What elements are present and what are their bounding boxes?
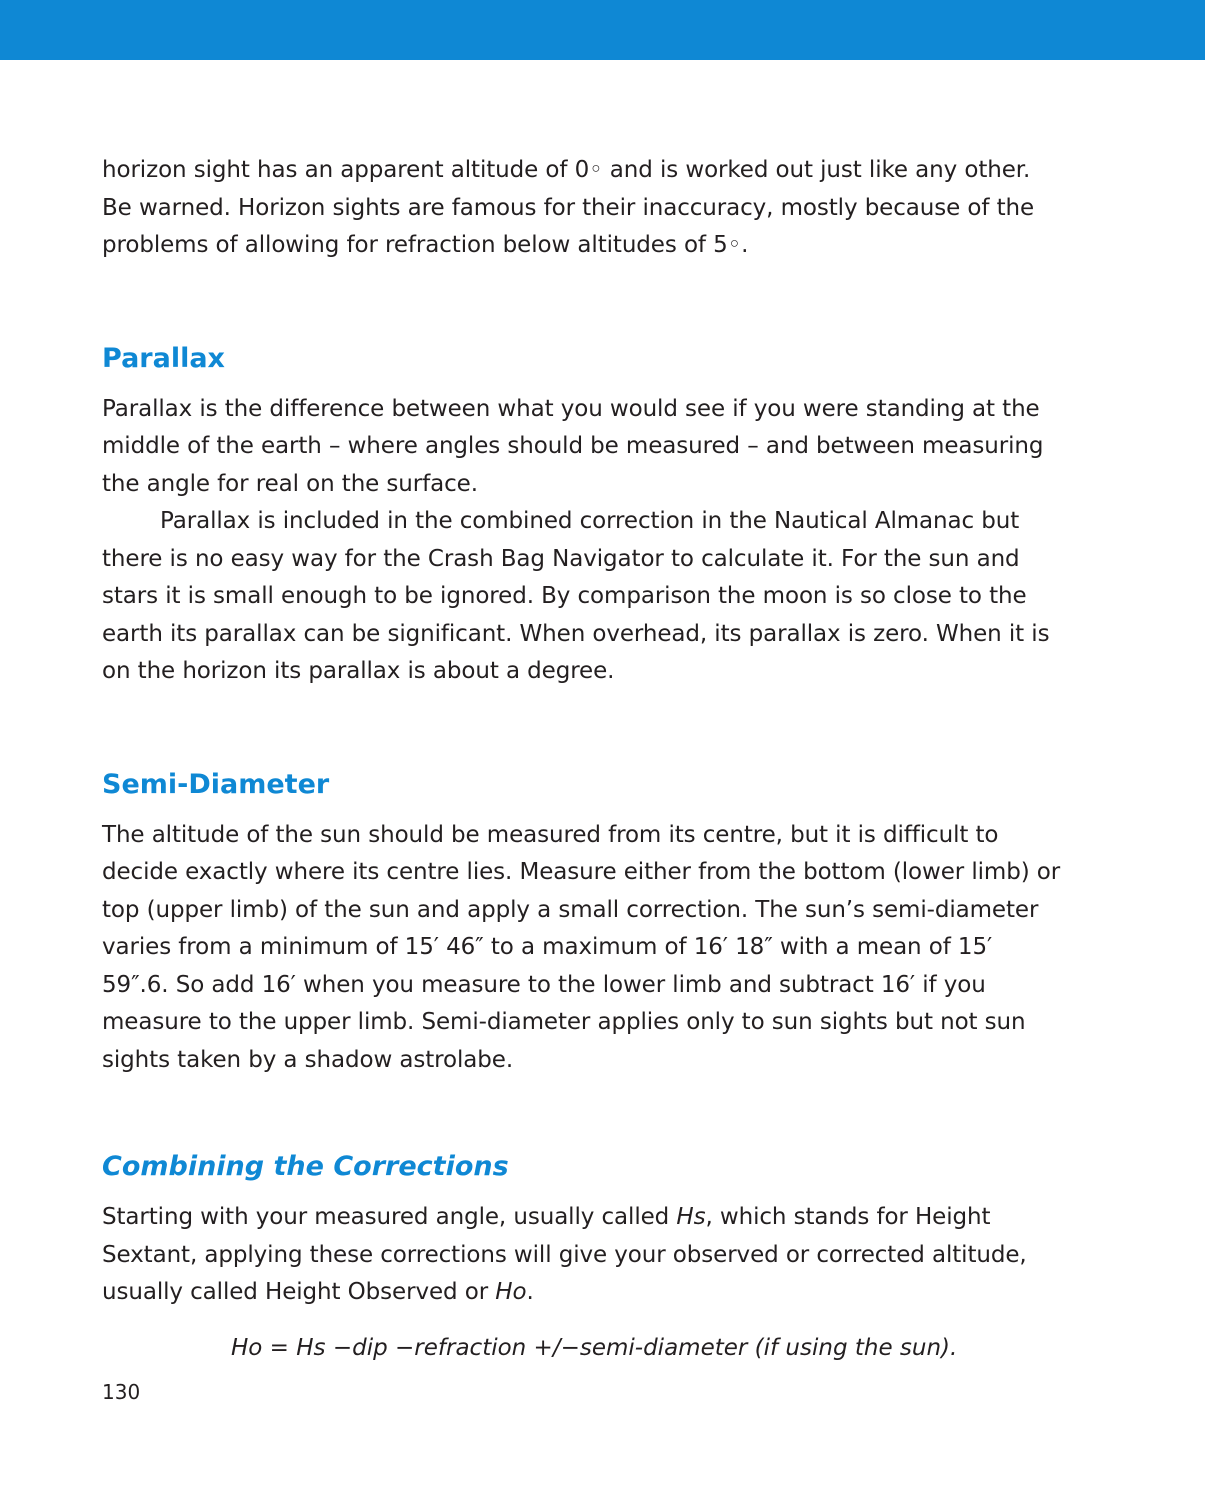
semi-diameter-paragraph: The altitude of the sun should be measured from its centre, but it is difficult to decide exactly where its centre lies. Measure either from the bottom (lower limb) or top (upper limb) of the sun and apply a small correction. The sun’s semi-diameter varies from a minimum of 15′ 46″ to a maximum of 16′ 18″ with a mean of 15′ 59″.6. So add 16′ when you measure to the lower limb and subtract 16′ if you measure to the upper limb. Semi-diameter applies only to sun sights but not sun sights taken by a shadow astrolabe. — [102, 821, 1061, 1073]
heading-combining-corrections: Combining the Corrections — [102, 1151, 509, 1182]
combining-text-2: , which stands for Height Sextant, applying these corrections will give your observed or corrected altitude, usually called Height Observed or — [102, 1204, 1027, 1305]
heading-semi-diameter: Semi-Diameter — [102, 768, 330, 800]
combining-paragraph — [102, 1199, 1062, 1312]
hs-term: Hs — [676, 1204, 706, 1230]
parallax-paragraph-1: Parallax is the difference between what you would see if you were standing at the middle of the earth – where angles should be measured – and between measuring the angle for real on the surface. — [102, 395, 1044, 497]
heading-parallax: Parallax — [102, 342, 225, 374]
correction-formula: Ho = Hs −dip −refraction +/−semi-diameter (if using the sun). — [231, 1334, 958, 1361]
ho-term: Ho — [495, 1279, 527, 1305]
combining-text-3: . — [526, 1279, 534, 1305]
combining-text-1: Starting with your measured angle, usually called — [102, 1204, 677, 1230]
header-color-bar — [0, 0, 1205, 60]
page-number: 130 — [102, 1380, 141, 1404]
parallax-paragraph-2: Parallax is included in the combined correction in the Nautical Almanac but there is no easy way for the Crash Bag Navigator to calculate it. For the sun and stars it is small enough to be ignored. By comparison the moon is so close to the earth its parallax can be significant. When overhead, its parallax is zero. When it is on the horizon its parallax is about a degree. — [102, 508, 1050, 684]
intro-paragraph: horizon sight has an apparent altitude of 0◦ and is worked out just like any other. Be warned. Horizon sights are famous for their inaccuracy, mostly because of the problems of allowing for refraction below altitudes of 5◦. — [102, 157, 1035, 258]
page-content — [102, 152, 1062, 1367]
